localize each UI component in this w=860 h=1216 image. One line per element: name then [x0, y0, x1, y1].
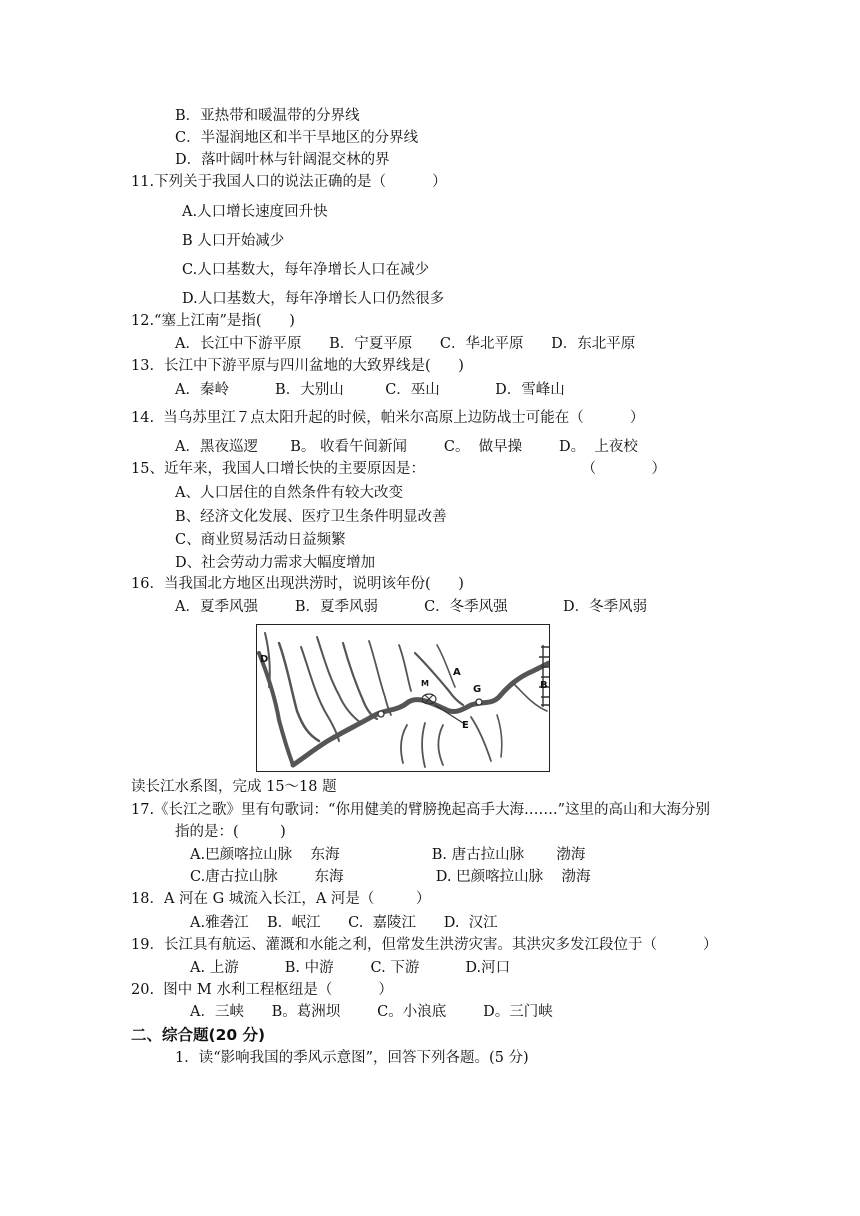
q14-options: A．黑夜巡逻 B。 收看午间新闻 C。 做早操 D。 上夜校	[175, 439, 638, 455]
q18-options: A.雅砻江 B. 岷江 C. 嘉陵江 D. 汉江	[190, 915, 498, 931]
map-label-m: M	[421, 679, 429, 688]
q20-options: A．三峡 B。葛洲坝 C。小浪底 D。三门峡	[190, 1004, 553, 1020]
q10-option-b: B．亚热带和暖温带的分界线	[175, 108, 360, 124]
q11-option-d: D.人口基数大，每年净增长人口仍然很多	[182, 291, 445, 307]
q19-options: A. 上游 B. 中游 C. 下游 D.河口	[190, 960, 511, 976]
q11-option-b: B 人口开始减少	[182, 233, 285, 249]
map-label-d: D	[260, 654, 269, 665]
q17-options-row1: A.巴颜喀拉山脉 东海 B. 唐古拉山脉 渤海	[190, 847, 586, 863]
q11-option-a: A.人口增长速度回升快	[182, 204, 328, 220]
section2-q1: 1．读“影响我国的季风示意图”，回答下列各题。(5 分)	[175, 1050, 529, 1066]
q12-stem: 12.“塞上江南”是指( )	[131, 313, 295, 329]
map-label-b: B	[540, 680, 548, 691]
q16-options: A．夏季风强 B．夏季风弱 C．冬季风强 D．冬季风弱	[175, 599, 648, 615]
map-caption: 读长江水系图，完成 15～18 题	[131, 779, 337, 795]
q12-options: A．长江中下游平原 B．宁夏平原 C．华北平原 D．东北平原	[175, 336, 636, 352]
q13-options: A．秦岭 B．大别山 C．巫山 D．雪峰山	[175, 382, 565, 398]
q15-option-a: A、人口居住的自然条件有较大改变	[175, 485, 403, 501]
q18-stem: 18．A 河在 G 城流入长江，A 河是（ ）	[131, 891, 431, 907]
q15-option-c: C、商业贸易活动日益频繁	[175, 532, 346, 548]
map-label-a: A	[453, 667, 461, 678]
q20-stem: 20. 图中 M 水利工程枢纽是（ ）	[131, 982, 393, 998]
q11-option-c: C.人口基数大，每年净增长人口在减少	[182, 262, 430, 278]
q10-option-d: D．落叶阔叶林与针阔混交林的界	[175, 152, 390, 168]
q19-stem: 19．长江具有航运、灌溉和水能之利，但常发生洪涝灾害。其洪灾多发江段位于（ ）	[131, 937, 718, 953]
q17-stem-cont: 指的是：( )	[175, 824, 286, 840]
q14-stem: 14. 当乌苏里江７点太阳升起的时候，帕米尔高原上边防战士可能在（ ）	[131, 410, 645, 426]
q15-option-d: D、社会劳动力需求大幅度增加	[175, 555, 376, 571]
yangtze-river-map	[256, 624, 550, 772]
q15-stem: 15、近年来，我国人口增长快的主要原因是： （ ）	[131, 461, 666, 477]
q16-stem: 16．当我国北方地区出现洪涝时，说明该年份( )	[131, 576, 464, 592]
river-drawing	[257, 625, 549, 771]
q11-stem: 11.下列关于我国人口的说法正确的是（ ）	[131, 174, 447, 190]
map-label-e: E	[462, 720, 469, 731]
section2-heading: 二、综合题(20 分)	[131, 1026, 266, 1044]
q17-stem: 17.《长江之歌》里有句歌词：“你用健美的臂膀挽起高手大海…….”这里的高山和大海分别	[131, 802, 710, 818]
q13-stem: 13．长江中下游平原与四川盆地的大致界线是( )	[131, 358, 464, 374]
q10-option-c: C．半湿润地区和半干旱地区的分界线	[175, 130, 419, 146]
q17-options-row2: C.唐古拉山脉 东海 D. 巴颜喀拉山脉 渤海	[190, 869, 591, 885]
map-label-g: G	[473, 684, 482, 695]
q15-option-b: B、经济文化发展、医疗卫生条件明显改善	[175, 509, 447, 525]
